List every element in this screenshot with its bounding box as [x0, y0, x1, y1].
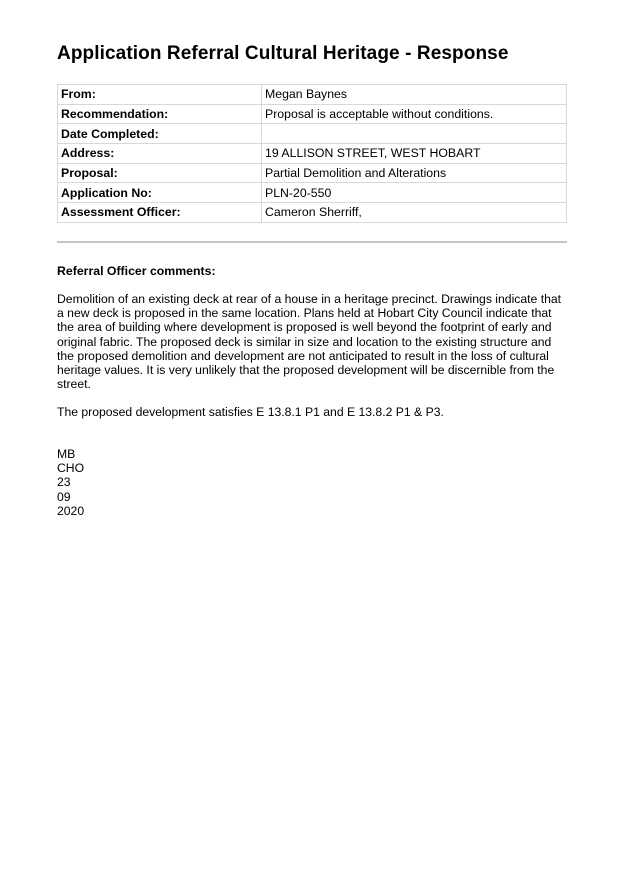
- comments-heading: Referral Officer comments:: [57, 264, 216, 278]
- page-title: Application Referral Cultural Heritage - Response: [57, 43, 509, 64]
- signoff-year: 2020: [57, 503, 85, 518]
- table-row-from: [58, 85, 567, 105]
- table-row-recommendation: [58, 104, 567, 124]
- comments-paragraph: Demolition of an existing deck at rear of a house in a heritage precinct. Drawings indicate that a new deck is proposed in the same location. Plans held at Hobart City Council indicate that the area of building where development is proposed is well beyond the footprint of early and original fabric. The proposed deck is similar in size and location to the existing structure and the proposed demolition and development are not anticipated to result in the loss of cultural heritage values. It is very unlikely that the proposed development will be discernible from the street.: [57, 292, 562, 392]
- row-value: Partial Demolition and Alterations: [262, 163, 567, 183]
- table-row-assessment-officer: [58, 203, 567, 223]
- row-label: Address:: [58, 144, 262, 164]
- signoff-block: [57, 447, 84, 518]
- signoff-role: CHO: [57, 461, 85, 476]
- row-label: Proposal:: [58, 163, 262, 183]
- referral-details-table: [57, 84, 567, 223]
- row-value: Cameron Sherriff,: [262, 203, 567, 223]
- signoff-month: 09: [57, 489, 71, 504]
- row-value: Megan Baynes: [262, 85, 567, 105]
- row-label: Assessment Officer:: [58, 203, 262, 223]
- row-value: PLN-20-550: [262, 183, 567, 203]
- comments-body: [57, 292, 569, 391]
- row-label: Application No:: [58, 183, 262, 203]
- comments-conclusion: The proposed development satisfies E 13.8.1 P1 and E 13.8.2 P1 & P3.: [57, 405, 444, 419]
- table-row-address: [58, 144, 567, 164]
- row-value: [262, 124, 567, 144]
- table-row-date-completed: [58, 124, 567, 144]
- table-row-application-no: [58, 183, 567, 203]
- section-divider: [57, 241, 567, 243]
- signoff-day: 23: [57, 475, 71, 490]
- row-label: From:: [58, 85, 262, 105]
- row-label: Recommendation:: [58, 104, 262, 124]
- signoff-initials: MB: [57, 447, 76, 461]
- row-value: 19 ALLISON STREET, WEST HOBART: [262, 144, 567, 164]
- table-row-proposal: [58, 163, 567, 183]
- row-label: Date Completed:: [58, 124, 262, 144]
- row-value: Proposal is acceptable without conditions.: [262, 104, 567, 124]
